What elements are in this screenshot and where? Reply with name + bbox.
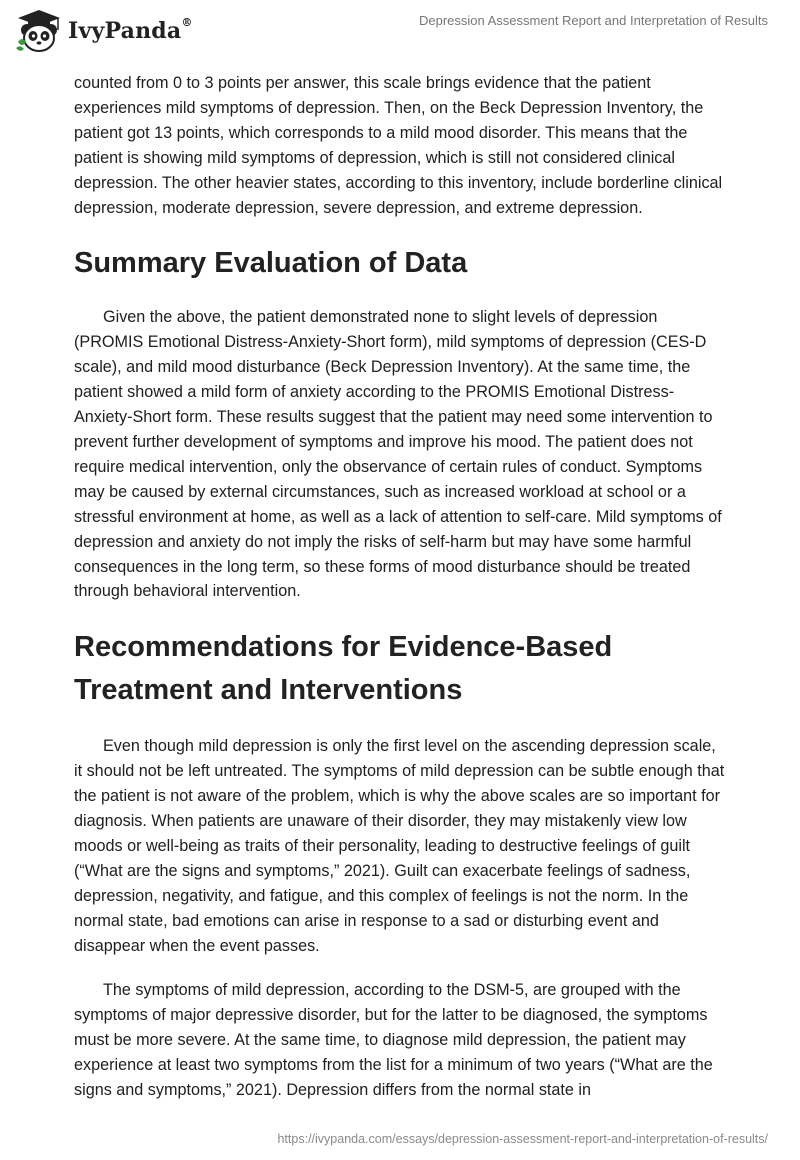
recommendations-paragraph-2: The symptoms of mild depression, according to the DSM-5, are grouped with the symptoms of major depressive disorder, but for the latter to be diagnosed, the symptoms must be more severe. At the same time, to diagnose mild depression, the patient may experience at least two symptoms from the list for a minimum of two years (“What are the signs and symptoms,” 2021). Depression differs from the normal state in [74, 981, 713, 1100]
heading-line-1: Recommendations for Evidence-Based [74, 631, 613, 664]
section-heading-summary: Summary Evaluation of Data [74, 247, 468, 280]
recommendations-paragraph-1: Even though mild depression is only the first level on the ascending depression scale, it should not be left untreated. The symptoms of mild depression can be subtle enough that the patient is not aware of the problem, which is why the above scales are so important for diagnosis. When patients are unaware of their disorder, they may mistakenly view low moods or well-being as traits of their personality, leading to destructive feelings of guilt (“What are the signs and symptoms,” 2021). Guilt can exacerbate feelings of sadness, depression, negativity, and fatigue, and this complex of feelings is not the norm. In the normal state, bad emotions can arise in response to a sad or disturbing event and disappear when the event passes. [74, 737, 725, 955]
section-heading-recommendations [74, 626, 726, 712]
page-header [0, 0, 800, 64]
brand-name: IvyPanda® [68, 16, 193, 44]
summary-paragraph: Given the above, the patient demonstrated none to slight levels of depression (PROMIS Emotional Distress-Anxiety-Short form), mild symptoms of depression (CES-D scale), and mild mood disturbance (Beck Depression Inventory). At the same time, the patient showed a mild form of anxiety according to the PROMIS Emotional Distress-Anxiety-Short form. These results suggest that the patient may need some intervention to prevent further development of symptoms and improve his mood. The patient does not require medical intervention, only the observance of certain rules of conduct. Symptoms may be caused by external circumstances, such as increased workload at school or a stressful environment at home, as well as a lack of attention to self-care. Mild symptoms of depression and anxiety do not imply the risks of self-harm but may have some harmful consequences in the long term, so these forms of mood disturbance should be treated through behavioral intervention. [74, 308, 722, 601]
heading-line-2: Treatment and Interventions [74, 674, 463, 707]
panda-graduate-icon [14, 8, 64, 54]
ivypanda-logo[interactable] [14, 8, 193, 54]
essay-content [74, 71, 726, 1103]
source-url-link[interactable]: https://ivypanda.com/essays/depression-assessment-report-and-interpretation-of-results/ [277, 1132, 768, 1146]
intro-paragraph: counted from 0 to 3 points per answer, this scale brings evidence that the patient experiences mild symptoms of depression. Then, on the Beck Depression Inventory, the patient got 13 points, which corresponds to a mild mood disorder. This means that the patient is showing mild symptoms of depression, which is still not considered clinical depression. The other heavier states, according to this inventory, include borderline clinical depression, moderate depression, severe depression, and extreme depression. [74, 74, 723, 217]
document-title: Depression Assessment Report and Interpretation of Results [418, 13, 768, 28]
